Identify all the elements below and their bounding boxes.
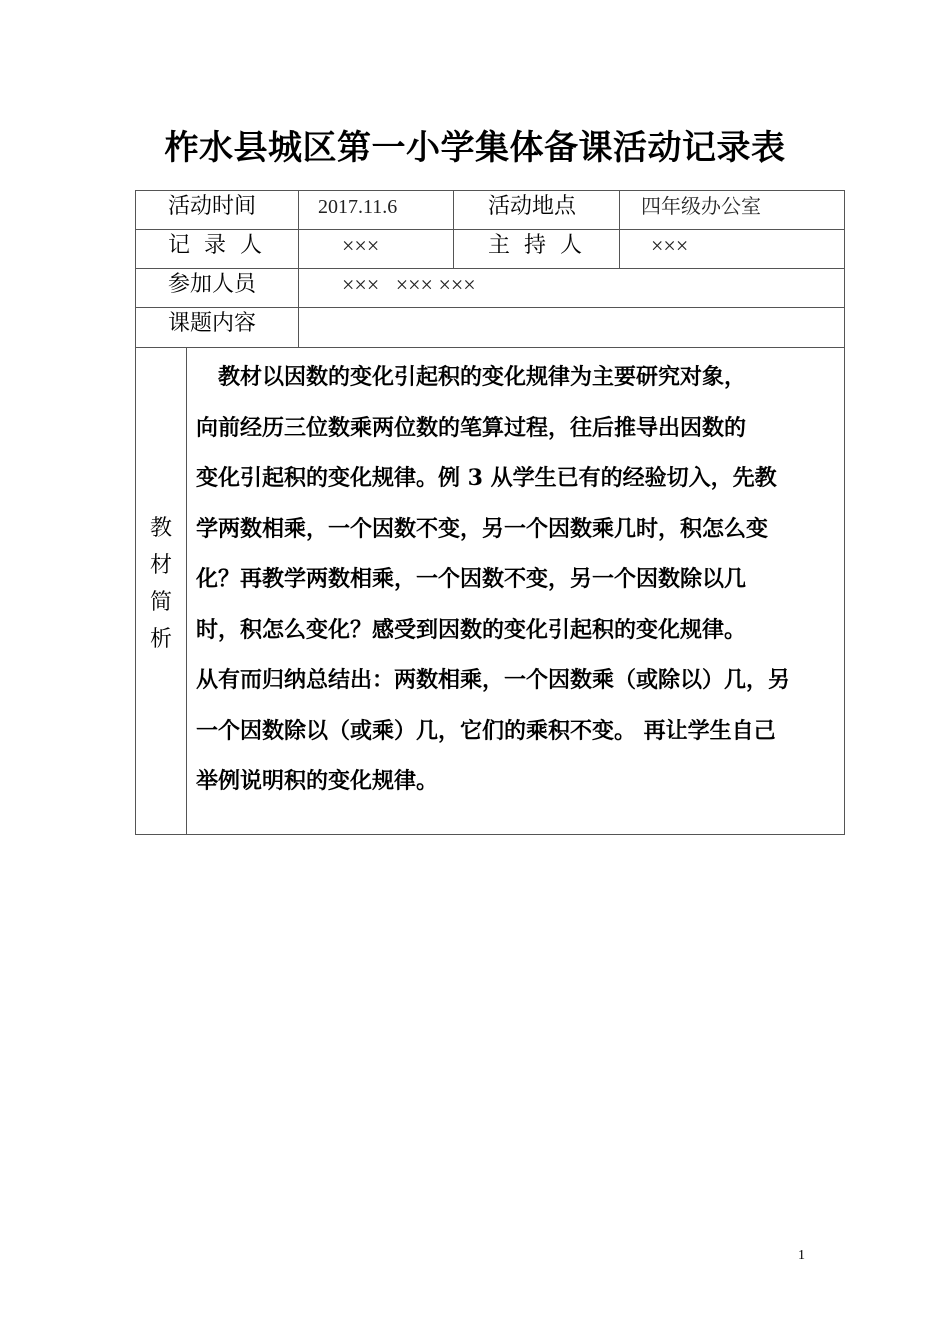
analysis-label-char: 材 (149, 553, 172, 578)
recorder-value: ××× (342, 233, 380, 258)
analysis-label-char: 教 (149, 516, 172, 541)
analysis-label-char: 析 (149, 627, 172, 652)
analysis-line: 从有而归纳总结出：两数相乘，一个因数乘（或除以）几，另 (196, 667, 791, 693)
time-value: 2017.11.6 (318, 196, 398, 218)
analysis-line: 向前经历三位数乘两位数的笔算过程，往后推导出因数的 (196, 414, 747, 441)
time-label: 活动时间 (168, 194, 257, 219)
document-title: 柞水县城区第一小学集体备课活动记录表 (164, 128, 786, 168)
host-label: 主 持 人 (488, 233, 582, 258)
analysis-line: 化？再教学两数相乘，一个因数不变，另一个因数除以几 (196, 566, 747, 592)
row-divider (135, 307, 845, 308)
participants-label: 参加人员 (168, 272, 257, 297)
participants-value: ××× ××× ××× (342, 272, 476, 297)
col-divider (453, 190, 454, 268)
page-number: 1 (798, 1248, 805, 1263)
col-divider (298, 190, 299, 347)
analysis-line: 学两数相乘，一个因数不变，另一个因数乘几时，积怎么变 (196, 515, 769, 542)
place-label: 活动地点 (488, 194, 577, 219)
row-divider (135, 268, 845, 269)
row-divider (135, 347, 845, 348)
col-divider (619, 190, 620, 268)
place-value: 四年级办公室 (641, 196, 761, 218)
analysis-line: 时，积怎么变化？感受到因数的变化引起积的变化规律。 (196, 616, 747, 643)
analysis-label (135, 510, 187, 658)
row-divider (135, 229, 845, 230)
topic-label: 课题内容 (168, 311, 257, 336)
analysis-line: 教材以因数的变化引起积的变化规律为主要研究对象， (196, 364, 747, 390)
analysis-line: 变化引起积的变化规律。例 3 从学生已有的经验切入，先教 (196, 465, 777, 491)
analysis-label-char: 简 (149, 590, 172, 615)
analysis-line: 一个因数除以（或乘）几，它们的乘积不变。 再让学生自己 (196, 717, 776, 744)
analysis-line: 举例说明积的变化规律。 (196, 768, 439, 794)
recorder-label: 记 录 人 (168, 233, 262, 258)
host-value: ××× (651, 233, 689, 258)
analysis-text (196, 352, 841, 807)
